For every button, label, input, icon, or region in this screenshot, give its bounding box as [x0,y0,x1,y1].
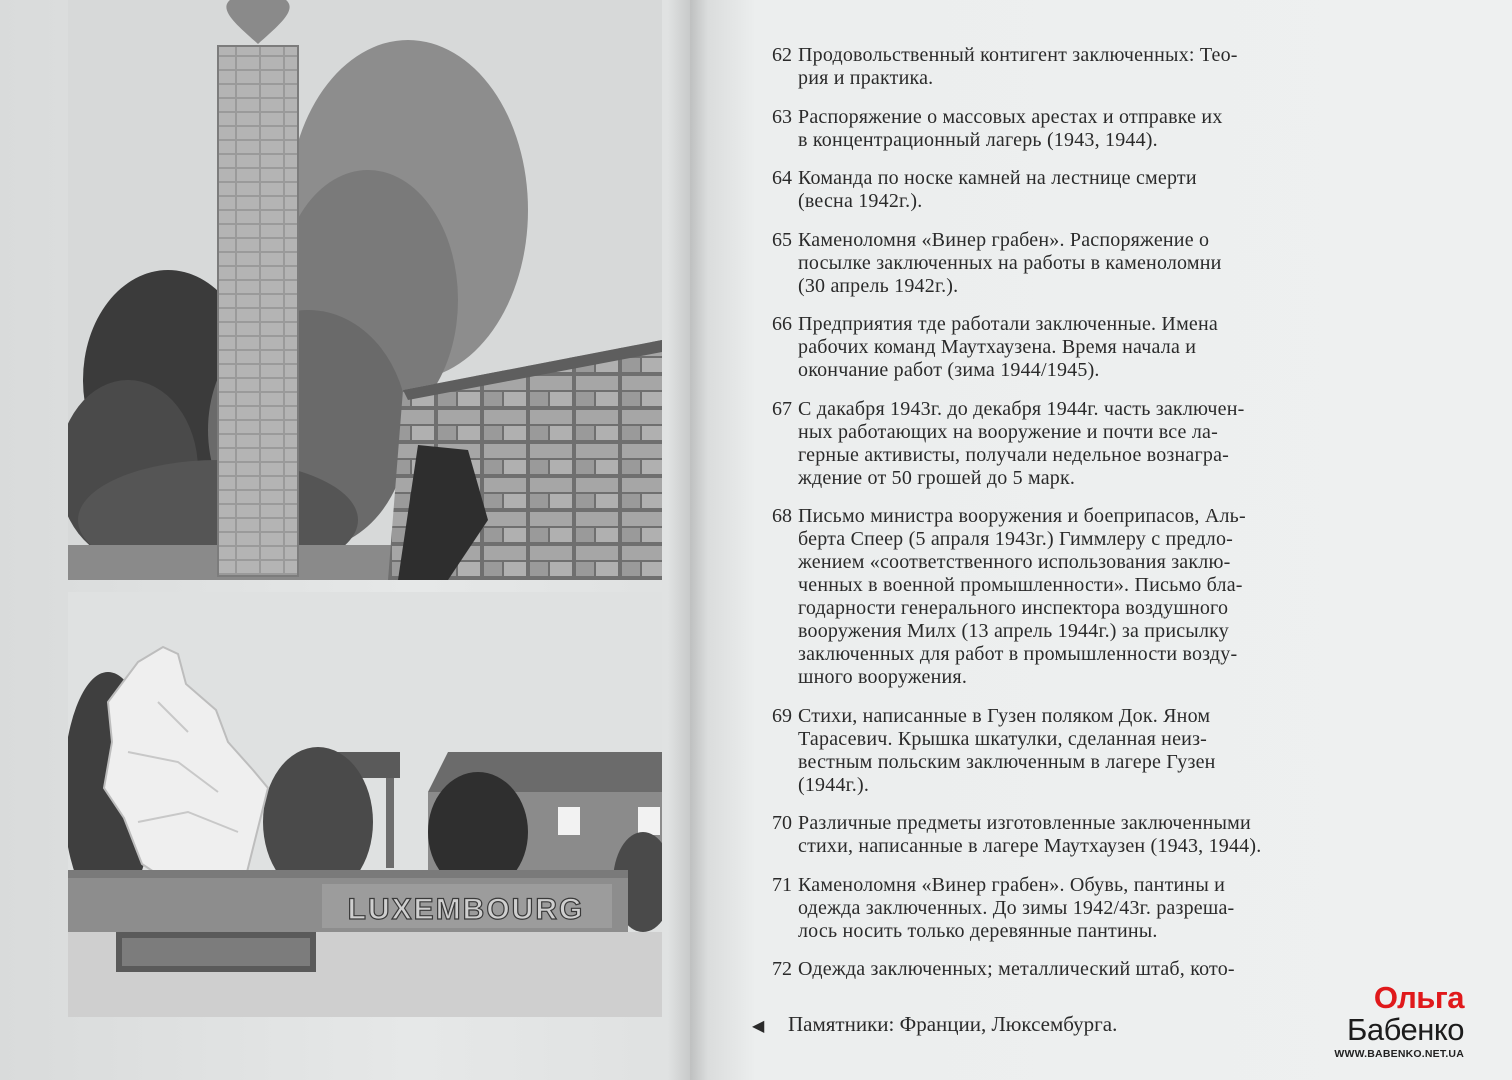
item-text: Распоряжение о массовых арестах и отправке их в концентрационный лагерь (1943, 1944). [798,105,1223,151]
item-text: Стихи, написанные в Гузен поляком Док. Яном Тарасевич. Крышка шкатулки, сделанная неиз- вестным польским заключенным в лагере Гузен (1944г.). [798,704,1216,796]
watermark-name [1264,982,1464,1046]
item-text: Каменоломня «Винер грабен». Распоряжение о посылке заключенных на работы в каменоломни (30 апрель 1942г.). [798,228,1222,297]
item-text: Команда по носке камней на лестнице смерти (весна 1942г.). [798,167,1197,212]
book-gutter [668,0,708,1080]
item-number: 69 [772,704,792,727]
item-text: Продовольственный контигент заключенных: Тео- рия и практика. [798,44,1238,89]
list-item [752,398,1402,490]
item-number: 62 [772,44,792,66]
list-item [752,958,1402,981]
list-item [752,106,1402,152]
item-number: 72 [772,958,792,980]
item-number: 68 [772,505,792,527]
item-text: Различные предметы изготовленные заключенными стихи, написанные в лагере Маутхаузен (1943, 1944). [798,812,1262,857]
list-item [752,313,1402,382]
list-item [752,505,1402,689]
item-text: С дакабря 1943г. до декабря 1944г. часть заключен- ных работающих на вооружение и почти все ла- герные активисты, получали недельное вознагра- ждение от 50 грошей до 5 марк. [798,397,1245,489]
list-item [752,167,1402,213]
item-number: 63 [772,105,792,128]
watermark [1264,982,1464,1060]
caption-text: Памятники: Франции, Люксембурга. [788,1012,1118,1036]
item-text: Одежда заключенных; металлический штаб, кото- [798,958,1235,980]
left-arrow-icon: ◀ [752,1018,765,1035]
item-text: Предприятия тде работали заключенные. Имена рабочих команд Маутхаузена. Время начала и окончание работ (зима 1944/1945). [798,313,1218,381]
watermark-last-name: Бабенко [1346,1012,1464,1047]
item-number: 64 [772,167,792,189]
item-text: Каменоломня «Винер грабен». Обувь, пантины и одежда заключенных. До зимы 1942/43г. разреша- лось носить только деревянные пантины. [798,873,1235,942]
list-item [752,812,1402,858]
item-text: Письмо министра вооружения и боеприпасов, Аль- берта Спеер (5 апраля 1943г.) Гиммлеру с предло- жением «соответственного использования заклю- ченных в военной промышленности». Письмо бла- годарности генерального инспектора воздушного вооружения Милх (13 апрель 1944г.) за присылку заключенных для работ в промышленности возду- шного вооружения. [798,505,1246,688]
watermark-first-name: Ольга [1373,980,1464,1015]
list-item [752,229,1402,298]
list-item [752,874,1402,943]
list-item [752,44,1402,90]
luxembourg-sign: LUXEMBOURG [347,893,585,926]
item-number: 70 [772,812,792,834]
exhibit-list [752,44,1402,997]
photo-caption [752,1012,1117,1037]
list-item [752,705,1402,797]
photo-luxembourg-memorial [68,592,662,1017]
photo-france-memorial [68,0,662,580]
item-number: 71 [772,873,792,896]
item-number: 66 [772,313,792,335]
watermark-site: WWW.BABENKO.NET.UA [1334,1048,1464,1060]
item-number: 67 [772,397,792,420]
item-number: 65 [772,228,792,251]
